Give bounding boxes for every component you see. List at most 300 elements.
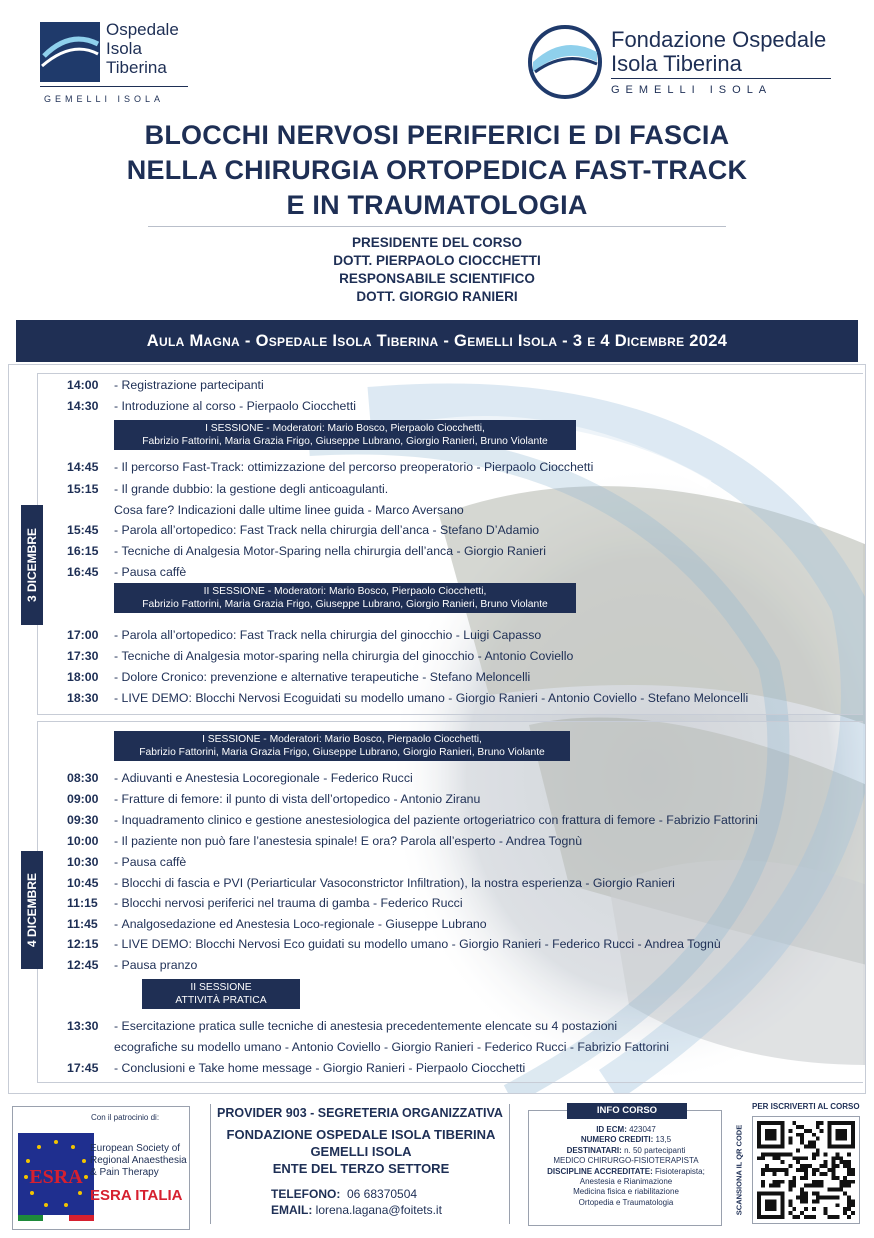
logo-right-line: Fondazione Ospedale <box>611 27 827 52</box>
qr-module <box>851 1199 855 1203</box>
schedule-row: 09:00 - Fratture di femore: il punto di vista dell’ortopedico - Antonio Ziranu <box>67 792 481 806</box>
qr-module <box>808 1141 812 1145</box>
qr-module <box>824 1160 828 1164</box>
qr-module <box>792 1180 796 1184</box>
qr-module <box>800 1125 804 1129</box>
org-line: GEMELLI ISOLA <box>310 1144 412 1159</box>
info-lines <box>529 1125 723 1208</box>
qr-module <box>761 1168 765 1172</box>
esra-description <box>90 1143 187 1179</box>
qr-module <box>820 1172 824 1176</box>
schedule-row: 16:15 - Tecniche di Analgesia Motor-Sparing nella chirurgia dell’anca - Giorgio Ranieri <box>67 544 546 558</box>
time: 09:30 <box>67 813 99 827</box>
qr-module <box>796 1148 800 1152</box>
email-address[interactable]: lorena.lagana@foitets.it <box>315 1203 442 1217</box>
time: 17:30 <box>67 649 99 663</box>
qr-module <box>831 1156 835 1160</box>
topic: Fratture di femore: il punto di vista dell’ortopedico - Antonio Ziranu <box>121 792 481 806</box>
schedule-row: 12:45 - Pausa pranzo <box>67 958 198 972</box>
schedule-row: 10:00 - Il paziente non può fare l’anestesia spinale! E ora? Parola all’esperto - Andrea Tognù <box>67 834 583 848</box>
qr-module <box>847 1195 851 1199</box>
qr-module <box>800 1192 804 1196</box>
qr-module <box>851 1203 855 1207</box>
qr-module <box>773 1184 777 1188</box>
ring-logo-icon <box>525 22 605 102</box>
topic: Pausa pranzo <box>121 958 198 972</box>
qr-module <box>800 1133 804 1137</box>
qr-module <box>800 1195 804 1199</box>
qr-module <box>812 1152 816 1156</box>
qr-module <box>835 1215 839 1219</box>
title-line: NELLA CHIRURGIA ORTOPEDICA FAST-TRACK <box>126 155 748 185</box>
schedule-row: 10:30 - Pausa caffè <box>67 855 187 869</box>
topic: Dolore Cronico: prevenzione e alternative terapeutiche - Stefano Meloncelli <box>121 670 531 684</box>
schedule-row: 17:00 - Parola all’ortopedico: Fast Track nella chirurgia del ginocchio - Luigi Capasso <box>67 628 542 642</box>
topic: LIVE DEMO: Blocchi Nervosi Eco guidati su modello umano - Giorgio Ranieri - Federico Rucci - Andrea Tognù <box>121 937 721 951</box>
qr-module <box>800 1188 804 1192</box>
phone-number[interactable]: 06 68370504 <box>347 1187 418 1201</box>
topic: Introduzione al corso - Pierpaolo Ciocchetti <box>121 399 356 413</box>
info-value: 423047 <box>629 1125 656 1134</box>
session-line: II SESSIONE <box>190 982 252 993</box>
qr-module <box>847 1164 851 1168</box>
qr-module <box>773 1172 777 1176</box>
qr-module <box>816 1168 820 1172</box>
qr-module <box>781 1180 785 1184</box>
qr-module <box>816 1137 820 1141</box>
time: 17:00 <box>67 628 99 642</box>
topic: Tecniche di Analgesia Motor-Sparing nella chirurgia dell’anca - Giorgio Ranieri <box>121 544 546 558</box>
qr-finder <box>765 1199 777 1211</box>
qr-module <box>808 1215 812 1219</box>
qr-module <box>851 1211 855 1215</box>
qr-module <box>847 1199 851 1203</box>
org-line: FONDAZIONE OSPEDALE ISOLA TIBERINA <box>226 1127 496 1142</box>
qr-module <box>777 1152 781 1156</box>
qr-module <box>788 1184 792 1188</box>
info-label: DISCIPLINE ACCREDITATE: <box>547 1166 653 1176</box>
time: 11:15 <box>67 896 98 910</box>
qr-module <box>796 1133 800 1137</box>
qr-module <box>828 1195 832 1199</box>
qr-module <box>824 1152 828 1156</box>
qr-module <box>839 1180 843 1184</box>
time: 12:15 <box>67 937 99 951</box>
topic: ecografiche su modello umano - Antonio Coviello - Giorgio Ranieri - Federico Rucci - Fabrizio Fattorini <box>114 1040 669 1054</box>
qr-code-icon[interactable] <box>752 1116 860 1224</box>
qr-module <box>800 1141 804 1145</box>
qr-module <box>812 1207 816 1211</box>
qr-module <box>784 1152 788 1156</box>
qr-module <box>765 1164 769 1168</box>
qr-module <box>796 1125 800 1129</box>
qr-module <box>804 1215 808 1219</box>
qr-module <box>835 1156 839 1160</box>
qr-module <box>781 1168 785 1172</box>
qr-module <box>847 1180 851 1184</box>
qr-module <box>796 1168 800 1172</box>
qr-module <box>800 1137 804 1141</box>
qr-module <box>800 1199 804 1203</box>
qr-module <box>835 1203 839 1207</box>
qr-module <box>765 1168 769 1172</box>
qr-module <box>800 1168 804 1172</box>
qr-module <box>765 1152 769 1156</box>
wave-logo-icon <box>40 22 100 82</box>
schedule-row: 14:45 - Il percorso Fast-Track: ottimizzazione del percorso preoperatorio - Pierpaolo Ciocchetti <box>67 460 594 474</box>
qr-module <box>812 1199 816 1203</box>
qr-module <box>835 1188 839 1192</box>
leadership-line: RESPONSABILE SCIENTIFICO <box>339 271 535 286</box>
qr-vertical-text: SCANSIONA IL QR CODE <box>734 1124 744 1216</box>
topic: Cosa fare? Indicazioni dalle ultime linee guida - Marco Aversano <box>114 503 464 517</box>
qr-module <box>824 1211 828 1215</box>
qr-module <box>761 1152 765 1156</box>
qr-module <box>788 1203 792 1207</box>
qr-module <box>792 1156 796 1160</box>
qr-module <box>769 1152 773 1156</box>
time: 14:30 <box>67 399 99 413</box>
qr-module <box>835 1195 839 1199</box>
time: 16:45 <box>67 565 99 579</box>
page-title <box>0 118 874 223</box>
qr-module <box>804 1168 808 1172</box>
qr-module <box>843 1176 847 1180</box>
session-line: Fabrizio Fattorini, Maria Grazia Frigo, Giuseppe Lubrano, Giorgio Ranieri, Bruno Violante <box>142 436 548 447</box>
qr-module <box>816 1180 820 1184</box>
qr-module <box>788 1129 792 1133</box>
schedule-row: 15:15 - Il grande dubbio: la gestione degli anticoagulanti. <box>67 482 389 496</box>
qr-module <box>777 1180 781 1184</box>
qr-module <box>824 1195 828 1199</box>
qr-module <box>808 1129 812 1133</box>
organizer-name <box>211 1126 511 1177</box>
esra-desc-line: European Society of <box>90 1143 181 1154</box>
session-line: Fabrizio Fattorini, Maria Grazia Frigo, Giuseppe Lubrano, Giorgio Ranieri, Bruno Violante <box>142 599 548 610</box>
topic: Analgosedazione ed Anestesia Loco-regionale - Giuseppe Lubrano <box>121 917 487 931</box>
qr-module <box>800 1164 804 1168</box>
qr-module <box>804 1184 808 1188</box>
topic: Il grande dubbio: la gestione degli anticoagulanti. <box>121 482 389 496</box>
logo-right-sub: GEMELLI ISOLA <box>611 84 773 96</box>
day-tab <box>21 851 43 969</box>
logo-left-name <box>106 20 179 77</box>
info-title: INFO CORSO <box>567 1103 687 1119</box>
topic: Pausa caffè <box>121 565 187 579</box>
info-value: Ortopedia e Traumatologia <box>578 1197 674 1207</box>
qr-module <box>835 1152 839 1156</box>
qr-module <box>804 1164 808 1168</box>
qr-module <box>804 1129 808 1133</box>
qr-module <box>784 1168 788 1172</box>
divider <box>40 86 188 87</box>
qr-module <box>792 1207 796 1211</box>
qr-module <box>777 1156 781 1160</box>
qr-module <box>816 1195 820 1199</box>
time: 14:00 <box>67 378 99 392</box>
info-value: 13,5 <box>655 1135 672 1145</box>
info-value: MEDICO CHIRURGO-FISIOTERAPISTA <box>553 1156 699 1166</box>
qr-module <box>828 1168 832 1172</box>
topic: Parola all’ortopedico: Fast Track nella chirurgia dell’anca - Stefano D’Adamio <box>121 523 540 537</box>
leadership-line: DOTT. GIORGIO RANIERI <box>356 289 518 304</box>
qr-module <box>808 1164 812 1168</box>
qr-module <box>781 1160 785 1164</box>
logo-left-line: Tiberina <box>106 58 167 77</box>
esra-logo <box>18 1133 94 1215</box>
schedule-row: 08:30 - Adiuvanti e Anestesia Locoregionale - Federico Rucci <box>67 771 413 785</box>
qr-module <box>847 1184 851 1188</box>
time: 18:30 <box>67 691 99 705</box>
qr-module <box>796 1156 800 1160</box>
qr-module <box>847 1207 851 1211</box>
time: 10:00 <box>67 834 99 848</box>
qr-module <box>812 1133 816 1137</box>
qr-module <box>788 1180 792 1184</box>
qr-module <box>835 1176 839 1180</box>
course-info-box <box>528 1105 722 1226</box>
qr-module <box>804 1207 808 1211</box>
qr-module <box>804 1156 808 1160</box>
day-label: 3 DICEMBRE <box>25 527 39 603</box>
time: 08:30 <box>67 771 99 785</box>
qr-module <box>843 1211 847 1215</box>
topic: Pausa caffè <box>121 855 187 869</box>
qr-module <box>831 1160 835 1164</box>
logo-left-line: Ospedale <box>106 20 179 39</box>
session-line: II SESSIONE - Moderatori: Mario Bosco, Pierpaolo Ciocchetti, <box>203 586 487 597</box>
schedule-row-continuation <box>114 502 464 518</box>
qr-module <box>820 1195 824 1199</box>
qr-module <box>788 1164 792 1168</box>
time: 13:30 <box>67 1019 99 1033</box>
phone-label: TELEFONO: <box>271 1187 341 1201</box>
qr-module <box>847 1215 851 1219</box>
qr-module <box>808 1145 812 1149</box>
qr-module <box>773 1152 777 1156</box>
logo-left-line: Isola <box>106 39 142 58</box>
qr-module <box>757 1156 761 1160</box>
session-line: I SESSIONE - Moderatori: Mario Bosco, Pierpaolo Ciocchetti, <box>205 423 485 434</box>
day-tab <box>21 505 43 625</box>
info-label: DESTINATARI: <box>566 1145 622 1155</box>
schedule-row: 15:45 - Parola all’ortopedico: Fast Track nella chirurgia dell’anca - Stefano D’Adamio <box>67 523 540 537</box>
contact-info <box>271 1186 442 1218</box>
qr-module <box>835 1164 839 1168</box>
topic: Blocchi nervosi periferici nel trauma di gamba - Federico Rucci <box>121 896 463 910</box>
qr-module <box>804 1195 808 1199</box>
qr-module <box>839 1160 843 1164</box>
session-line: ATTIVITÀ PRATICA <box>175 995 267 1006</box>
qr-module <box>816 1125 820 1129</box>
qr-module <box>816 1148 820 1152</box>
qr-module <box>824 1207 828 1211</box>
info-value: Anestesia e Rianimazione <box>579 1177 673 1187</box>
organizer-box <box>210 1104 510 1224</box>
info-label: NUMERO CREDITI: <box>580 1135 654 1145</box>
qr-module <box>812 1145 816 1149</box>
schedule-row: 18:30 - LIVE DEMO: Blocchi Nervosi Ecoguidati su modello umano - Giorgio Ranieri - Antonio Coviello - Stefano Meloncelli <box>67 691 749 705</box>
esra-desc-line: & Pain Therapy <box>90 1167 159 1178</box>
qr-module <box>761 1156 765 1160</box>
qr-module <box>831 1168 835 1172</box>
qr-module <box>843 1164 847 1168</box>
qr-module <box>804 1192 808 1196</box>
qr-module <box>773 1180 777 1184</box>
schedule-row: 14:00 - Registrazione partecipanti <box>67 378 264 392</box>
info-value: Medicina fisica e riabilitazione <box>573 1187 679 1197</box>
topic: Il percorso Fast-Track: ottimizzazione del percorso preoperatorio - Pierpaolo Ciocchetti <box>121 460 594 474</box>
qr-module <box>847 1160 851 1164</box>
topic: Esercitazione pratica sulle tecniche di anestesia precedentemente elencate su 4 postazioni <box>121 1019 618 1033</box>
logo-ospedale-isola-tiberina <box>40 20 190 110</box>
qr-module <box>820 1184 824 1188</box>
qr-module <box>816 1192 820 1196</box>
qr-vertical-label <box>730 1118 748 1222</box>
qr-module <box>831 1176 835 1180</box>
qr-module <box>804 1199 808 1203</box>
schedule-row: 11:15 - Blocchi nervosi periferici nel trauma di gamba - Federico Rucci <box>67 896 463 910</box>
qr-label: PER ISCRIVERTI AL CORSO <box>752 1102 860 1111</box>
topic: Registrazione partecipanti <box>121 378 264 392</box>
schedule-row: 12:15 - LIVE DEMO: Blocchi Nervosi Eco guidati su modello umano - Giorgio Ranieri - Federico Rucci - Andrea Tognù <box>67 937 721 951</box>
time: 09:00 <box>67 792 99 806</box>
logo-right-name <box>611 28 826 76</box>
qr-module <box>788 1188 792 1192</box>
time: 11:45 <box>67 917 98 931</box>
day-label: 4 DICEMBRE <box>25 872 39 948</box>
qr-module <box>839 1184 843 1188</box>
qr-module <box>816 1199 820 1203</box>
qr-module <box>812 1172 816 1176</box>
org-line: ENTE DEL TERZO SETTORE <box>272 1161 450 1176</box>
qr-module <box>792 1121 796 1125</box>
qr-module <box>761 1172 765 1176</box>
time: 16:15 <box>67 544 99 558</box>
qr-module <box>851 1180 855 1184</box>
schedule-row-continuation <box>114 1039 669 1055</box>
email-label: EMAIL: <box>271 1203 313 1217</box>
qr-section <box>730 1102 864 1230</box>
session-box <box>114 731 570 761</box>
qr-module <box>831 1164 835 1168</box>
time: 10:30 <box>67 855 99 869</box>
qr-module <box>828 1188 832 1192</box>
qr-module <box>831 1215 835 1219</box>
qr-module <box>784 1172 788 1176</box>
time: 17:45 <box>67 1061 99 1075</box>
patrocinio-label: Con il patrocinio di: <box>91 1113 160 1122</box>
session-box <box>142 979 300 1009</box>
qr-finder <box>835 1129 847 1141</box>
sponsor-box <box>12 1106 190 1230</box>
qr-module <box>773 1168 777 1172</box>
qr-module <box>851 1168 855 1172</box>
topic: Il paziente non può fare l’anestesia spinale! E ora? Parola all’esperto - Andrea Tognù <box>121 834 583 848</box>
esra-logo-text: ESRA <box>29 1166 83 1188</box>
qr-module <box>847 1168 851 1172</box>
qr-module <box>812 1156 816 1160</box>
qr-module <box>773 1156 777 1160</box>
divider <box>148 226 726 227</box>
topic: LIVE DEMO: Blocchi Nervosi Ecoguidati su modello umano - Giorgio Ranieri - Antonio Coviello - Stefano Meloncelli <box>121 691 749 705</box>
qr-module <box>781 1152 785 1156</box>
qr-module <box>839 1156 843 1160</box>
topic: Tecniche di Analgesia motor-sparing nella chirurgia del ginocchio - Antonio Coviello <box>121 649 574 663</box>
qr-module <box>820 1180 824 1184</box>
qr-module <box>812 1168 816 1172</box>
qr-module <box>761 1180 765 1184</box>
qr-module <box>769 1168 773 1172</box>
qr-module <box>796 1160 800 1164</box>
qr-module <box>777 1184 781 1188</box>
title-line: BLOCCHI NERVOSI PERIFERICI E DI FASCIA <box>144 120 730 150</box>
schedule-row: 11:45 - Analgosedazione ed Anestesia Loco-regionale - Giuseppe Lubrano <box>67 917 487 931</box>
qr-module <box>847 1172 851 1176</box>
qr-module <box>804 1172 808 1176</box>
qr-module <box>839 1188 843 1192</box>
time: 14:45 <box>67 460 99 474</box>
session-box <box>114 583 576 613</box>
qr-module <box>824 1172 828 1176</box>
qr-module <box>792 1176 796 1180</box>
logo-fondazione <box>525 20 835 110</box>
qr-module <box>800 1156 804 1160</box>
qr-module <box>788 1152 792 1156</box>
schedule-row: 17:45 - Conclusioni e Take home message - Giorgio Ranieri - Pierpaolo Ciocchetti <box>67 1061 526 1075</box>
qr-module <box>788 1141 792 1145</box>
qr-module <box>847 1203 851 1207</box>
schedule-row: 09:30 - Inquadramento clinico e gestione anestesiologica del paziente ortogeriatrico con frattura di femore - Fabrizio Fattorini <box>67 813 758 827</box>
schedule-row: 13:30 - Esercitazione pratica sulle tecniche di anestesia precedentemente elencate su 4 postazioni <box>67 1019 618 1033</box>
qr-module <box>816 1184 820 1188</box>
info-value: n. 50 partecipanti <box>624 1145 686 1155</box>
qr-module <box>796 1195 800 1199</box>
qr-module <box>788 1211 792 1215</box>
qr-module <box>808 1184 812 1188</box>
session-box <box>114 420 576 450</box>
qr-module <box>851 1172 855 1176</box>
qr-module <box>769 1184 773 1188</box>
qr-module <box>843 1192 847 1196</box>
topic: Conclusioni e Take home message - Giorgio Ranieri - Pierpaolo Ciocchetti <box>121 1061 526 1075</box>
qr-module <box>796 1215 800 1219</box>
course-leadership <box>0 234 874 306</box>
qr-module <box>828 1215 832 1219</box>
schedule-row: 14:30 - Introduzione al corso - Pierpaolo Ciocchetti <box>67 399 356 413</box>
qr-module <box>777 1168 781 1172</box>
qr-module <box>843 1207 847 1211</box>
qr-module <box>816 1121 820 1125</box>
qr-module <box>792 1184 796 1188</box>
schedule-row: 16:45 - Pausa caffè <box>67 565 187 579</box>
leadership-line: DOTT. PIERPAOLO CIOCCHETTI <box>333 253 541 268</box>
qr-module <box>847 1152 851 1156</box>
program-panel <box>8 364 866 1094</box>
qr-module <box>820 1121 824 1125</box>
qr-module <box>820 1129 824 1133</box>
qr-module <box>831 1188 835 1192</box>
qr-module <box>804 1176 808 1180</box>
qr-module <box>804 1145 808 1149</box>
schedule-row: 18:00 - Dolore Cronico: prevenzione e alternative terapeutiche - Stefano Meloncelli <box>67 670 531 684</box>
topic: Adiuvanti e Anestesia Locoregionale - Federico Rucci <box>121 771 413 785</box>
info-label: ID ECM: <box>596 1125 627 1134</box>
esra-name: ESRA ITALIA <box>90 1187 183 1204</box>
italian-flag <box>18 1215 94 1221</box>
qr-module <box>831 1195 835 1199</box>
schedule-row: 10:45 - Blocchi di fascia e PVI (Periarticular Vasoconstrictor Infiltration), la nostra esperienza - Giorgio Ranieri <box>67 876 675 890</box>
